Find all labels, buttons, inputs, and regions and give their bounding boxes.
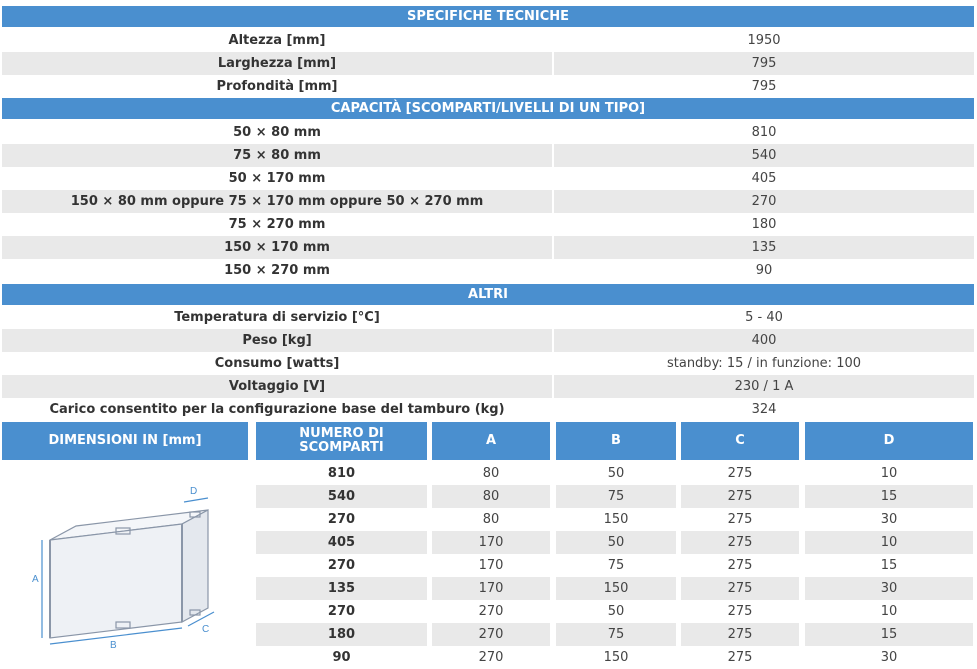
spec-label: Larghezza [mm] [2,52,552,75]
capacity-row [2,213,974,236]
cell-a: 270 [478,650,504,665]
other-value: 230 / 1 A [554,375,974,398]
cell-d: 15 [805,623,973,646]
cell-b: 75 [556,623,676,646]
cell-d: 30 [805,577,973,600]
cell-count: 540 [256,485,427,508]
diagram-label-b: B [110,640,117,651]
cell-a: 270 [432,623,550,646]
diagram-label-d: D [190,486,198,497]
dim-header-title: DIMENSIONI IN [mm] [2,422,248,460]
other-row [2,329,974,352]
cell-count: 270 [327,558,356,573]
cell-d: 10 [880,604,898,619]
cell-d: 15 [805,485,973,508]
cell-b: 50 [556,531,676,554]
other-row [2,375,974,398]
spec-row [2,52,974,75]
cell-d: 15 [880,558,898,573]
compartment-diagram [12,472,244,652]
capacity-label: 75 × 80 mm [2,144,552,167]
cell-count: 180 [256,623,427,646]
capacity-value: 90 [755,263,773,278]
cell-c: 275 [727,466,753,481]
capacity-row [2,259,974,282]
cell-c: 275 [727,558,753,573]
cell-b: 75 [607,558,625,573]
other-value: 5 - 40 [745,310,783,325]
dim-header-count: NUMERO DI SCOMPARTI [256,422,427,460]
capacity-label: 50 × 170 mm [228,171,326,186]
cell-a: 80 [432,485,550,508]
cell-d: 10 [880,466,898,481]
capacity-label: 50 × 80 mm [233,125,321,140]
cell-c: 275 [727,512,753,527]
dim-header-d: D [805,422,973,460]
cell-a: 170 [432,531,550,554]
cell-b: 50 [607,604,625,619]
cell-c: 275 [727,604,753,619]
cell-count: 90 [332,650,351,665]
cell-c: 275 [681,531,799,554]
cell-b: 150 [603,512,629,527]
other-label: Consumo [watts] [214,356,340,371]
other-value: standby: 15 / in funzione: 100 [666,356,862,371]
other-row [2,306,974,329]
capacity-row [2,167,974,190]
cell-count: 810 [327,466,356,481]
other-label: Carico consentito per la configurazione base del tamburo (kg) [49,402,505,417]
cell-d: 30 [880,650,898,665]
dim-header-c: C [681,422,799,460]
cell-c: 275 [681,623,799,646]
cell-d: 10 [805,531,973,554]
spec-label: Profondità [mm] [216,79,338,94]
capacity-label: 150 × 270 mm [224,263,330,278]
capacity-label: 150 × 80 mm oppure 75 × 170 mm oppure 50 × 270 mm [2,190,552,213]
capacity-row [2,144,974,167]
dim-header-a: A [432,422,550,460]
capacity-label: 150 × 170 mm [2,236,552,259]
cell-a: 80 [482,466,500,481]
capacity-value: 135 [554,236,974,259]
cell-a: 270 [478,604,504,619]
other-row [2,398,974,421]
capacity-value: 180 [751,217,777,232]
spec-value: 795 [751,79,777,94]
section-header-specs: SPECIFICHE TECNICHE [2,6,974,27]
diagram-label-a: A [32,574,39,585]
capacity-value: 405 [751,171,777,186]
other-value: 400 [554,329,974,352]
other-row [2,352,974,375]
cell-b: 75 [556,485,676,508]
capacity-row [2,121,974,144]
cell-b: 150 [603,650,629,665]
cell-count: 270 [327,604,356,619]
cell-d: 30 [880,512,898,527]
section-header-capacity: CAPACITÀ [SCOMPARTI/LIVELLI DI UN TIPO] [2,98,974,119]
other-label: Temperatura di servizio [°C] [174,310,380,325]
other-label: Peso [kg] [2,329,552,352]
cell-b: 50 [607,466,625,481]
cell-a: 170 [478,558,504,573]
spec-row [2,29,974,52]
cell-a: 170 [432,577,550,600]
cell-c: 275 [681,577,799,600]
capacity-value: 270 [554,190,974,213]
spec-value: 795 [554,52,974,75]
capacity-row [2,190,974,213]
capacity-row [2,236,974,259]
diagram-label-c: C [202,624,210,635]
other-label: Voltaggio [V] [2,375,552,398]
capacity-value: 540 [554,144,974,167]
cell-c: 275 [681,485,799,508]
cell-count: 135 [256,577,427,600]
cell-a: 80 [482,512,500,527]
section-header-other: ALTRI [2,284,974,305]
spec-value: 1950 [747,33,781,48]
cell-count: 270 [327,512,356,527]
capacity-label: 75 × 270 mm [228,217,326,232]
dim-header-b: B [556,422,676,460]
spec-row [2,75,974,98]
cell-c: 275 [727,650,753,665]
cell-count: 405 [256,531,427,554]
other-value: 324 [751,402,777,417]
cell-b: 150 [556,577,676,600]
spec-label: Altezza [mm] [228,33,326,48]
capacity-value: 810 [751,125,777,140]
